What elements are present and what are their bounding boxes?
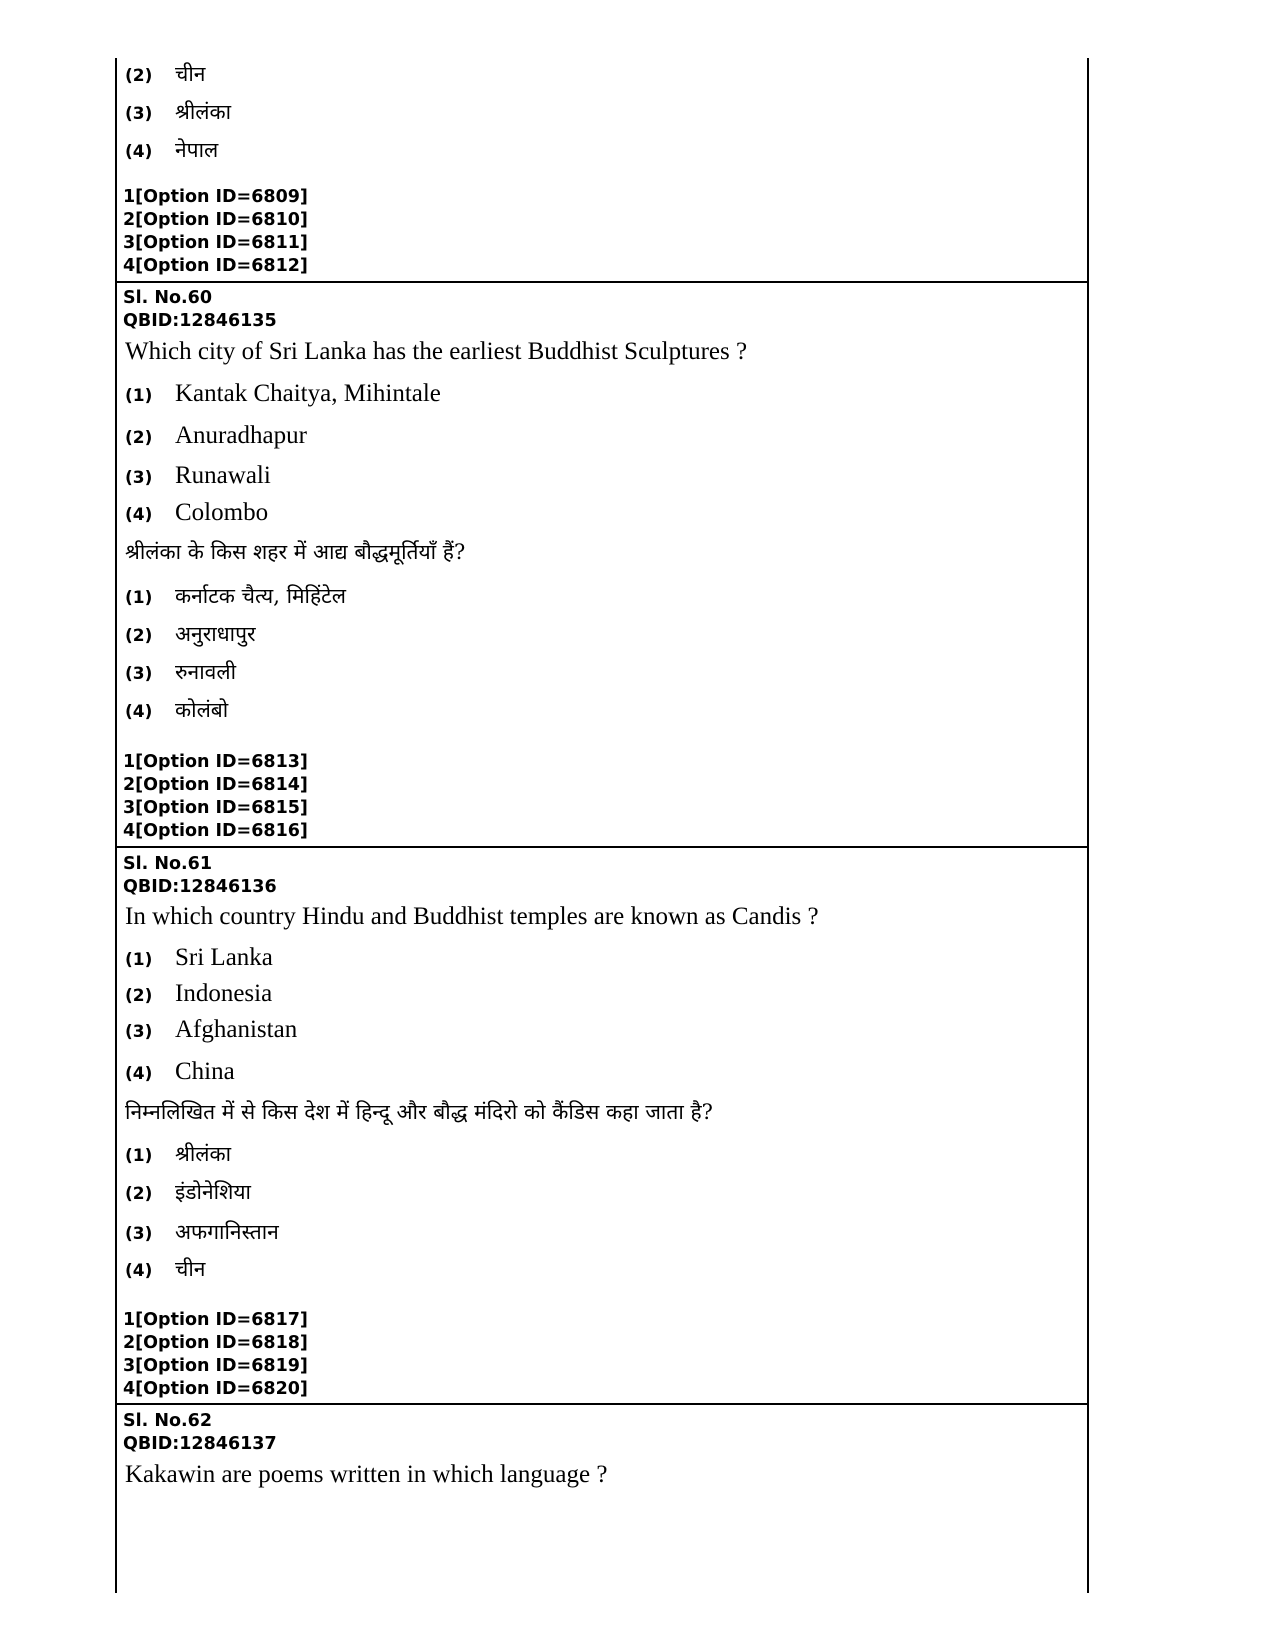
option-id: 3[Option ID=6811]: [123, 233, 308, 253]
option-row: [125, 422, 307, 450]
option-text-en: Runawali: [175, 462, 271, 489]
option-number: (1): [125, 386, 153, 406]
qbid: QBID:12846136: [123, 877, 277, 897]
option-row: [125, 1255, 205, 1283]
option-id: 2[Option ID=6818]: [123, 1333, 308, 1353]
option-row: [125, 462, 271, 490]
option-row: [125, 1016, 297, 1044]
option-row: [125, 980, 272, 1008]
option-id: 3[Option ID=6815]: [123, 798, 308, 818]
option-number: (1): [125, 950, 153, 970]
option-row: [125, 1140, 231, 1168]
option-row: [125, 1178, 251, 1206]
qbid: QBID:12846135: [123, 311, 277, 331]
option-id: 3[Option ID=6819]: [123, 1356, 308, 1376]
option-number: (4): [125, 1261, 153, 1281]
question-text-hi: श्रीलंका के किस शहर में आद्य बौद्धमूर्तियाँ हैं?: [125, 540, 466, 564]
option-text-en: Indonesia: [175, 980, 273, 1007]
option-row: [125, 944, 273, 972]
option-id: 2[Option ID=6814]: [123, 775, 308, 795]
option-number: (4): [125, 142, 153, 162]
option-id-list: [123, 186, 308, 278]
option-number: (4): [125, 1064, 153, 1084]
option-row: [125, 60, 205, 88]
option-id: 1[Option ID=6813]: [123, 752, 308, 772]
option-number: (3): [125, 1022, 153, 1042]
divider: [117, 281, 1087, 283]
option-number: (3): [125, 664, 153, 684]
option-number: (3): [125, 104, 153, 124]
question-header: [123, 1410, 277, 1456]
option-text-hi: चीन: [175, 1257, 206, 1281]
divider: [117, 1403, 1087, 1405]
question-paper-frame: [115, 58, 1089, 1593]
option-text-hi: रुनावली: [175, 660, 237, 684]
option-text-hi: अफगानिस्तान: [175, 1220, 279, 1244]
option-text-en: China: [175, 1058, 235, 1085]
option-number: (1): [125, 588, 153, 608]
option-row: [125, 658, 236, 686]
option-row: [125, 1058, 235, 1086]
option-text-hi: नेपाल: [175, 138, 219, 162]
option-id: 4[Option ID=6816]: [123, 821, 308, 841]
question-header: [123, 287, 277, 333]
option-text-hi: चीन: [175, 62, 206, 86]
option-row: [125, 1218, 279, 1246]
question-text-en: In which country Hindu and Buddhist temples are known as Candis ?: [125, 903, 819, 930]
serial-number: Sl. No.61: [123, 854, 213, 874]
option-id-list: [123, 1309, 308, 1401]
option-text-en: Colombo: [175, 499, 269, 526]
option-number: (3): [125, 468, 153, 488]
option-id: 2[Option ID=6810]: [123, 210, 308, 230]
option-row: [125, 380, 441, 408]
option-number: (4): [125, 702, 153, 722]
option-row: [125, 582, 346, 610]
option-text-en: Kantak Chaitya, Mihintale: [175, 380, 441, 407]
option-id: 4[Option ID=6812]: [123, 256, 308, 276]
option-row: [125, 696, 228, 724]
qbid: QBID:12846137: [123, 1434, 277, 1454]
option-row: [125, 136, 218, 164]
option-number: (2): [125, 1184, 153, 1204]
question-text-en: Kakawin are poems written in which language ?: [125, 1461, 608, 1488]
option-id: 1[Option ID=6809]: [123, 187, 308, 207]
option-id-list: [123, 751, 308, 843]
serial-number: Sl. No.60: [123, 288, 213, 308]
serial-number: Sl. No.62: [123, 1411, 213, 1431]
option-text-hi: श्रीलंका: [175, 100, 232, 124]
option-text-hi: कोलंबो: [175, 698, 229, 722]
question-text-en: Which city of Sri Lanka has the earliest Buddhist Sculptures ?: [125, 338, 748, 365]
option-id: 4[Option ID=6820]: [123, 1379, 308, 1399]
option-text-en: Afghanistan: [175, 1016, 298, 1043]
option-id: 1[Option ID=6817]: [123, 1310, 308, 1330]
option-number: (2): [125, 66, 153, 86]
option-number: (2): [125, 626, 153, 646]
option-number: (3): [125, 1224, 153, 1244]
option-text-en: Sri Lanka: [175, 944, 273, 971]
option-row: [125, 620, 256, 648]
option-text-hi: इंडोनेशिया: [175, 1180, 251, 1204]
option-text-hi: श्रीलंका: [175, 1142, 232, 1166]
option-number: (4): [125, 505, 153, 525]
question-text-hi: निम्नलिखित में से किस देश में हिन्दू और बौद्ध मंदिरो को कैंडिस कहा जाता है?: [125, 1100, 713, 1124]
question-header: [123, 853, 277, 899]
option-text-en: Anuradhapur: [175, 422, 307, 449]
option-row: [125, 499, 268, 527]
option-text-hi: कर्नाटक चैत्य, मिहिंटेल: [175, 584, 346, 608]
option-number: (2): [125, 986, 153, 1006]
option-text-hi: अनुराधापुर: [175, 622, 256, 646]
option-number: (1): [125, 1146, 153, 1166]
option-row: [125, 98, 231, 126]
divider: [117, 846, 1087, 848]
option-number: (2): [125, 428, 153, 448]
